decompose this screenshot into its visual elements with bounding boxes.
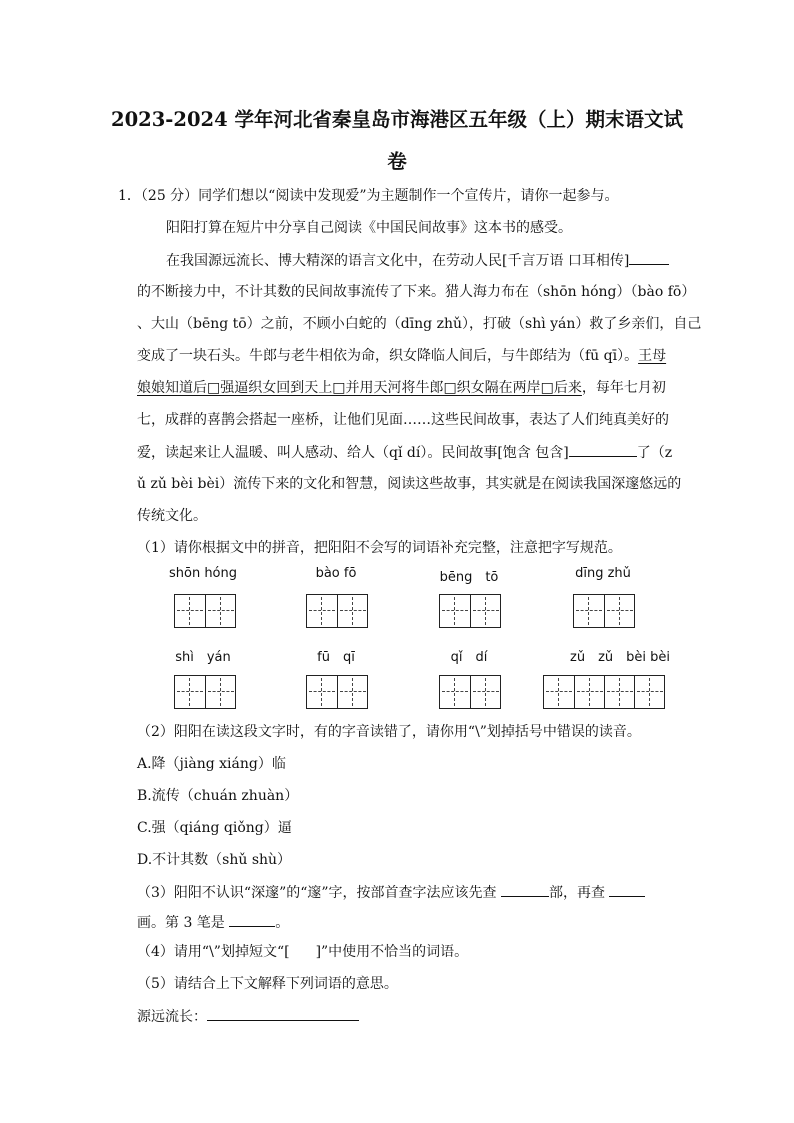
writing-grid[interactable] (174, 594, 236, 628)
passage-text: 了（z (636, 445, 673, 461)
grid-cell[interactable] (307, 595, 337, 627)
sub-question-4 (137, 942, 468, 962)
writing-grid[interactable] (573, 594, 635, 628)
passage-line-7 (137, 442, 672, 463)
writing-grid[interactable] (174, 675, 236, 709)
grid-cell[interactable] (440, 676, 470, 708)
writing-grid[interactable] (543, 675, 665, 709)
passage-text: 变成了一块石头。牛郎与老牛相依为命，织女降临人间后，与牛郎结为（fū qī）。 (137, 348, 639, 364)
sub-question-3-line2 (137, 912, 289, 933)
passage-underlined: 娘娘知道后□强逼织女回到天上□并用天河将牛郎□织女隔在两岸□后来 (137, 380, 582, 396)
pinyin-label: shì yán (175, 650, 231, 665)
page-title-line2: 卷 (387, 150, 407, 173)
grid-cell[interactable] (205, 676, 235, 708)
passage-line-4 (137, 346, 666, 366)
pinyin-label: bēng tō (439, 570, 499, 585)
answer-blank[interactable] (501, 882, 549, 897)
passage-line-5 (137, 378, 666, 398)
sub-question-2: （2）阳阳在读这段文字时，有的字音读错了，请你用“\”划掉括号中错误的读音。 (137, 724, 641, 740)
grid-cell[interactable] (604, 595, 634, 627)
pinyin-label: shōn hóng (168, 566, 238, 581)
grid-cell[interactable] (470, 595, 500, 627)
grid-cell[interactable] (574, 676, 604, 708)
answer-blank[interactable] (609, 882, 645, 897)
passage-underlined: 王母 (638, 348, 667, 364)
option-d[interactable]: D.不计其数（shǔ shù） (137, 852, 292, 868)
grid-cell[interactable] (337, 595, 367, 627)
grid-cell[interactable] (307, 676, 337, 708)
pinyin-label: bào fō (315, 566, 357, 581)
grid-cell[interactable] (175, 595, 205, 627)
page-title-line1: 2023-2024 学年河北省秦皇岛市海港区五年级（上）期末语文试 (111, 108, 683, 131)
answer-blank[interactable] (569, 442, 637, 457)
writing-grid[interactable] (439, 594, 501, 628)
option-c[interactable]: C.强（qiáng qiǒng）逼 (137, 820, 292, 836)
passage-line-2: 的不断接力中，不计其数的民间故事流传了下来。猎人海力布在（shōn hóng）（bào fō） (137, 284, 696, 300)
passage-line-9: 传统文化。 (137, 508, 207, 524)
sub-question-5: （5）请结合上下文解释下列词语的意思。 (137, 976, 398, 992)
grid-cell[interactable] (634, 676, 664, 708)
writing-grid[interactable] (306, 594, 368, 628)
grid-cell[interactable] (205, 595, 235, 627)
answer-blank[interactable] (629, 250, 669, 265)
grid-cell[interactable] (470, 676, 500, 708)
sub-question-3-line1 (137, 882, 645, 903)
pinyin-label: dīng zhǔ (575, 566, 631, 581)
sub-question-text: 画。第 3 笔是 (137, 915, 225, 931)
sub-question-text: 。 (275, 915, 290, 931)
writing-grid[interactable] (439, 675, 501, 709)
grid-cell[interactable] (604, 676, 634, 708)
grid-cell[interactable] (337, 676, 367, 708)
writing-grid[interactable] (306, 675, 368, 709)
grid-cell[interactable] (544, 676, 574, 708)
passage-text: ，每年七月初 (581, 380, 666, 396)
option-a[interactable]: A.降（jiàng xiáng）临 (137, 756, 286, 772)
passage-line-1 (166, 250, 669, 271)
passage-line-3: 、大山（bēng tō）之前，不顾小白蛇的（dīng zhǔ），打破（shì yán）救了乡亲们，自己 (137, 316, 702, 332)
passage-line-6: 七，成群的喜鹊会搭起一座桥，让他们见面……这些民间故事，表达了人们纯真美好的 (137, 412, 669, 428)
question-1-head: 1．（25 分）同学们想以“阅读中发现爱”为主题制作一个宣传片，请你一起参与。 (118, 188, 619, 204)
sub-question-text: （4）请用“\”划掉短文“[ (137, 944, 290, 960)
pinyin-label: zǔ zǔ bèi bèi (570, 650, 670, 665)
answer-blank[interactable] (229, 912, 275, 927)
sub-question-text: （3）阳阳不认识“深邃”的“邃”字，按部首查字法应该先查 (137, 885, 497, 901)
pinyin-label: fū qī (317, 650, 355, 665)
word-explain-row (137, 1006, 359, 1027)
option-b[interactable]: B.流传（chuán zhuàn） (137, 788, 299, 804)
word-label: 源远流长： (137, 1009, 207, 1025)
pinyin-label: qǐ dí (450, 650, 488, 665)
question-1-intro: 阳阳打算在短片中分享自己阅读《中国民间故事》这本书的感受。 (166, 220, 572, 236)
sub-question-text: ]”中使用不恰当的词语。 (315, 944, 469, 960)
grid-cell[interactable] (175, 676, 205, 708)
passage-text: 在我国源远流长、博大精深的语言文化中，在劳动人民[千言万语 口耳相传] (166, 253, 630, 269)
grid-cell[interactable] (440, 595, 470, 627)
answer-blank[interactable] (207, 1006, 359, 1021)
grid-cell[interactable] (574, 595, 604, 627)
passage-line-8: ǔ zǔ bèi bèi）流传下来的文化和智慧，阅读这些故事，其实就是在阅读我国深邃悠远的 (137, 476, 682, 492)
sub-question-text: 部，再查 (549, 885, 605, 901)
sub-question-1: （1）请你根据文中的拼音，把阳阳不会写的词语补充完整，注意把字写规范。 (137, 540, 622, 556)
passage-text: 爱，读起来让人温暖、叫人感动、给人（qǐ dí）。民间故事[饱含 包含] (137, 445, 569, 461)
